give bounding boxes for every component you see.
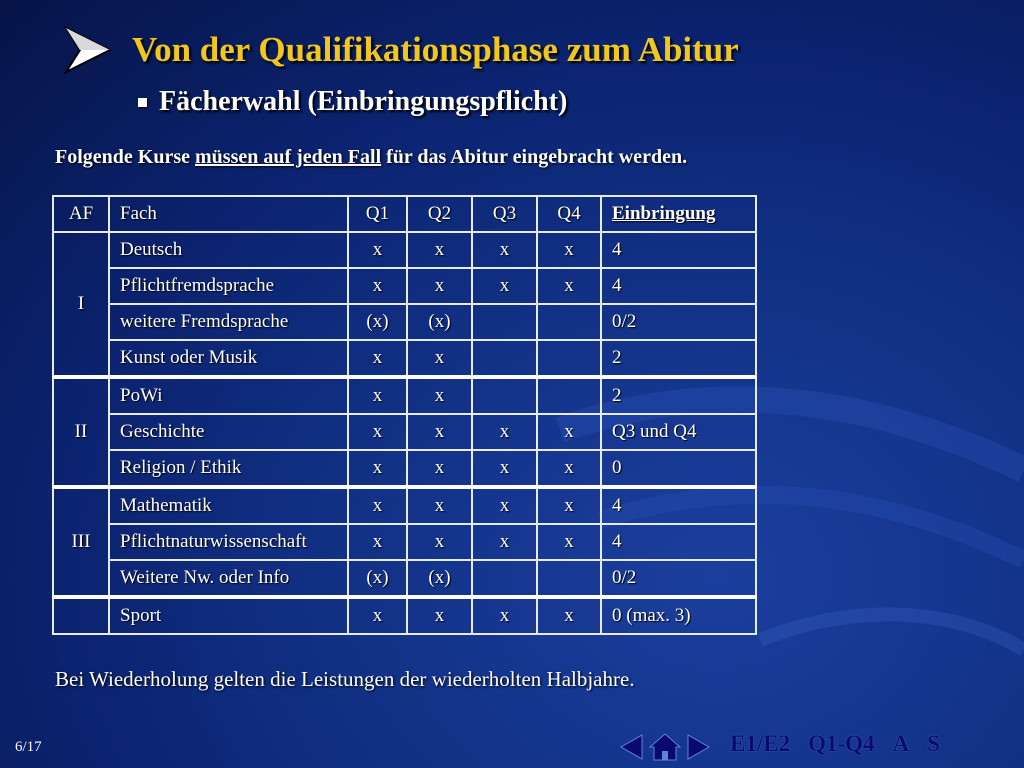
- cell-q3: x: [472, 232, 537, 268]
- intro-part2: für das Abitur eingebracht werden.: [381, 146, 688, 168]
- link-a[interactable]: A: [892, 731, 910, 756]
- cell-q3: x: [472, 524, 537, 560]
- link-q1-q4[interactable]: Q1-Q4: [808, 731, 875, 756]
- cell-fach: Pflichtnaturwissenschaft: [109, 524, 348, 560]
- cell-einbringung: 4: [601, 487, 756, 524]
- table-row: [53, 377, 756, 414]
- cell-q1: x: [348, 268, 407, 304]
- cell-q4: [537, 560, 601, 597]
- cell-fach: Pflichtfremdsprache: [109, 268, 348, 304]
- table-row: [53, 340, 756, 377]
- arrow-right-icon[interactable]: [686, 732, 712, 762]
- cell-q4: x: [537, 450, 601, 487]
- cell-fach: Religion / Ethik: [109, 450, 348, 487]
- cell-einbringung: 0 (max. 3): [601, 597, 756, 634]
- cell-fach: Sport: [109, 597, 348, 634]
- slide-navigation: [618, 732, 712, 762]
- cell-einbringung: 4: [601, 232, 756, 268]
- cell-q1: x: [348, 524, 407, 560]
- cell-q2: x: [407, 232, 472, 268]
- header-q3: Q3: [472, 196, 537, 232]
- link-s[interactable]: S: [927, 731, 940, 756]
- cell-q1: x: [348, 414, 407, 450]
- cell-q3: x: [472, 450, 537, 487]
- cell-einbringung: 0: [601, 450, 756, 487]
- cell-q1: (x): [348, 560, 407, 597]
- table-row: [53, 232, 756, 268]
- table-row: [53, 597, 756, 634]
- square-bullet-icon: [138, 98, 147, 107]
- cell-fach: Weitere Nw. oder Info: [109, 560, 348, 597]
- footer-note: Bei Wiederholung gelten die Leistungen der wiederholten Halbjahre.: [55, 667, 635, 691]
- cell-q3: x: [472, 414, 537, 450]
- cell-q2: (x): [407, 560, 472, 597]
- header-einbringung: Einbringung: [601, 196, 756, 232]
- cell-q3: [472, 304, 537, 340]
- cell-q2: x: [407, 340, 472, 377]
- cell-einbringung: Q3 und Q4: [601, 414, 756, 450]
- cell-einbringung: 4: [601, 268, 756, 304]
- cell-einbringung: 2: [601, 340, 756, 377]
- cell-fach: Mathematik: [109, 487, 348, 524]
- cell-q4: x: [537, 597, 601, 634]
- link-e1-e2[interactable]: E1/E2: [730, 731, 791, 756]
- header-fach: Fach: [109, 196, 348, 232]
- cell-q2: x: [407, 487, 472, 524]
- cell-q4: x: [537, 268, 601, 304]
- cell-fach: Deutsch: [109, 232, 348, 268]
- cell-q4: [537, 340, 601, 377]
- page-subtitle: Fächerwahl (Einbringungspflicht): [159, 86, 568, 117]
- cell-q2: x: [407, 450, 472, 487]
- group-label-iii: III: [53, 487, 109, 597]
- cell-q1: x: [348, 340, 407, 377]
- cell-q2: x: [407, 414, 472, 450]
- subtitle-row: [138, 86, 567, 118]
- intro-underlined: müssen auf jeden Fall: [195, 146, 382, 168]
- cell-fach: PoWi: [109, 377, 348, 414]
- cell-q4: x: [537, 487, 601, 524]
- cell-q2: x: [407, 377, 472, 414]
- table-row: [53, 487, 756, 524]
- table-row: [53, 450, 756, 487]
- section-links: [730, 731, 958, 757]
- cell-q1: (x): [348, 304, 407, 340]
- cell-q3: [472, 377, 537, 414]
- cell-fach: Kunst oder Musik: [109, 340, 348, 377]
- group-label-i: I: [53, 232, 109, 377]
- cell-q4: [537, 304, 601, 340]
- header-q1: Q1: [348, 196, 407, 232]
- cell-q2: (x): [407, 304, 472, 340]
- group-label-empty: [53, 597, 109, 634]
- cell-einbringung: 0/2: [601, 560, 756, 597]
- cell-q2: x: [407, 268, 472, 304]
- arrow-left-icon[interactable]: [618, 732, 644, 762]
- page-number: 6/17: [15, 739, 42, 755]
- cell-einbringung: 4: [601, 524, 756, 560]
- cell-q1: x: [348, 232, 407, 268]
- table-row: [53, 268, 756, 304]
- header-q2: Q2: [407, 196, 472, 232]
- header-af: AF: [53, 196, 109, 232]
- cell-q3: x: [472, 597, 537, 634]
- cell-einbringung: 0/2: [601, 304, 756, 340]
- arrow-bullet-icon: [62, 24, 114, 76]
- kurse-table: [52, 195, 757, 635]
- cell-q4: x: [537, 524, 601, 560]
- cell-q4: [537, 377, 601, 414]
- cell-q4: x: [537, 232, 601, 268]
- cell-fach: Geschichte: [109, 414, 348, 450]
- table-row: [53, 524, 756, 560]
- intro-text: [55, 146, 687, 169]
- intro-part1: Folgende Kurse: [55, 146, 195, 168]
- cell-q3: [472, 340, 537, 377]
- cell-q1: x: [348, 487, 407, 524]
- cell-q3: x: [472, 268, 537, 304]
- cell-q2: x: [407, 524, 472, 560]
- cell-q4: x: [537, 414, 601, 450]
- cell-q3: x: [472, 487, 537, 524]
- header-q4: Q4: [537, 196, 601, 232]
- table-row: [53, 414, 756, 450]
- table-row: [53, 560, 756, 597]
- table-row: [53, 304, 756, 340]
- table-header-row: [53, 196, 756, 232]
- cell-q1: x: [348, 450, 407, 487]
- group-label-ii: II: [53, 377, 109, 487]
- cell-q1: x: [348, 597, 407, 634]
- cell-q2: x: [407, 597, 472, 634]
- cell-q3: [472, 560, 537, 597]
- cell-fach: weitere Fremdsprache: [109, 304, 348, 340]
- cell-einbringung: 2: [601, 377, 756, 414]
- title-row: [62, 20, 739, 80]
- cell-q1: x: [348, 377, 407, 414]
- home-icon[interactable]: [648, 732, 682, 762]
- page-title: Von der Qualifikationsphase zum Abitur: [132, 30, 739, 69]
